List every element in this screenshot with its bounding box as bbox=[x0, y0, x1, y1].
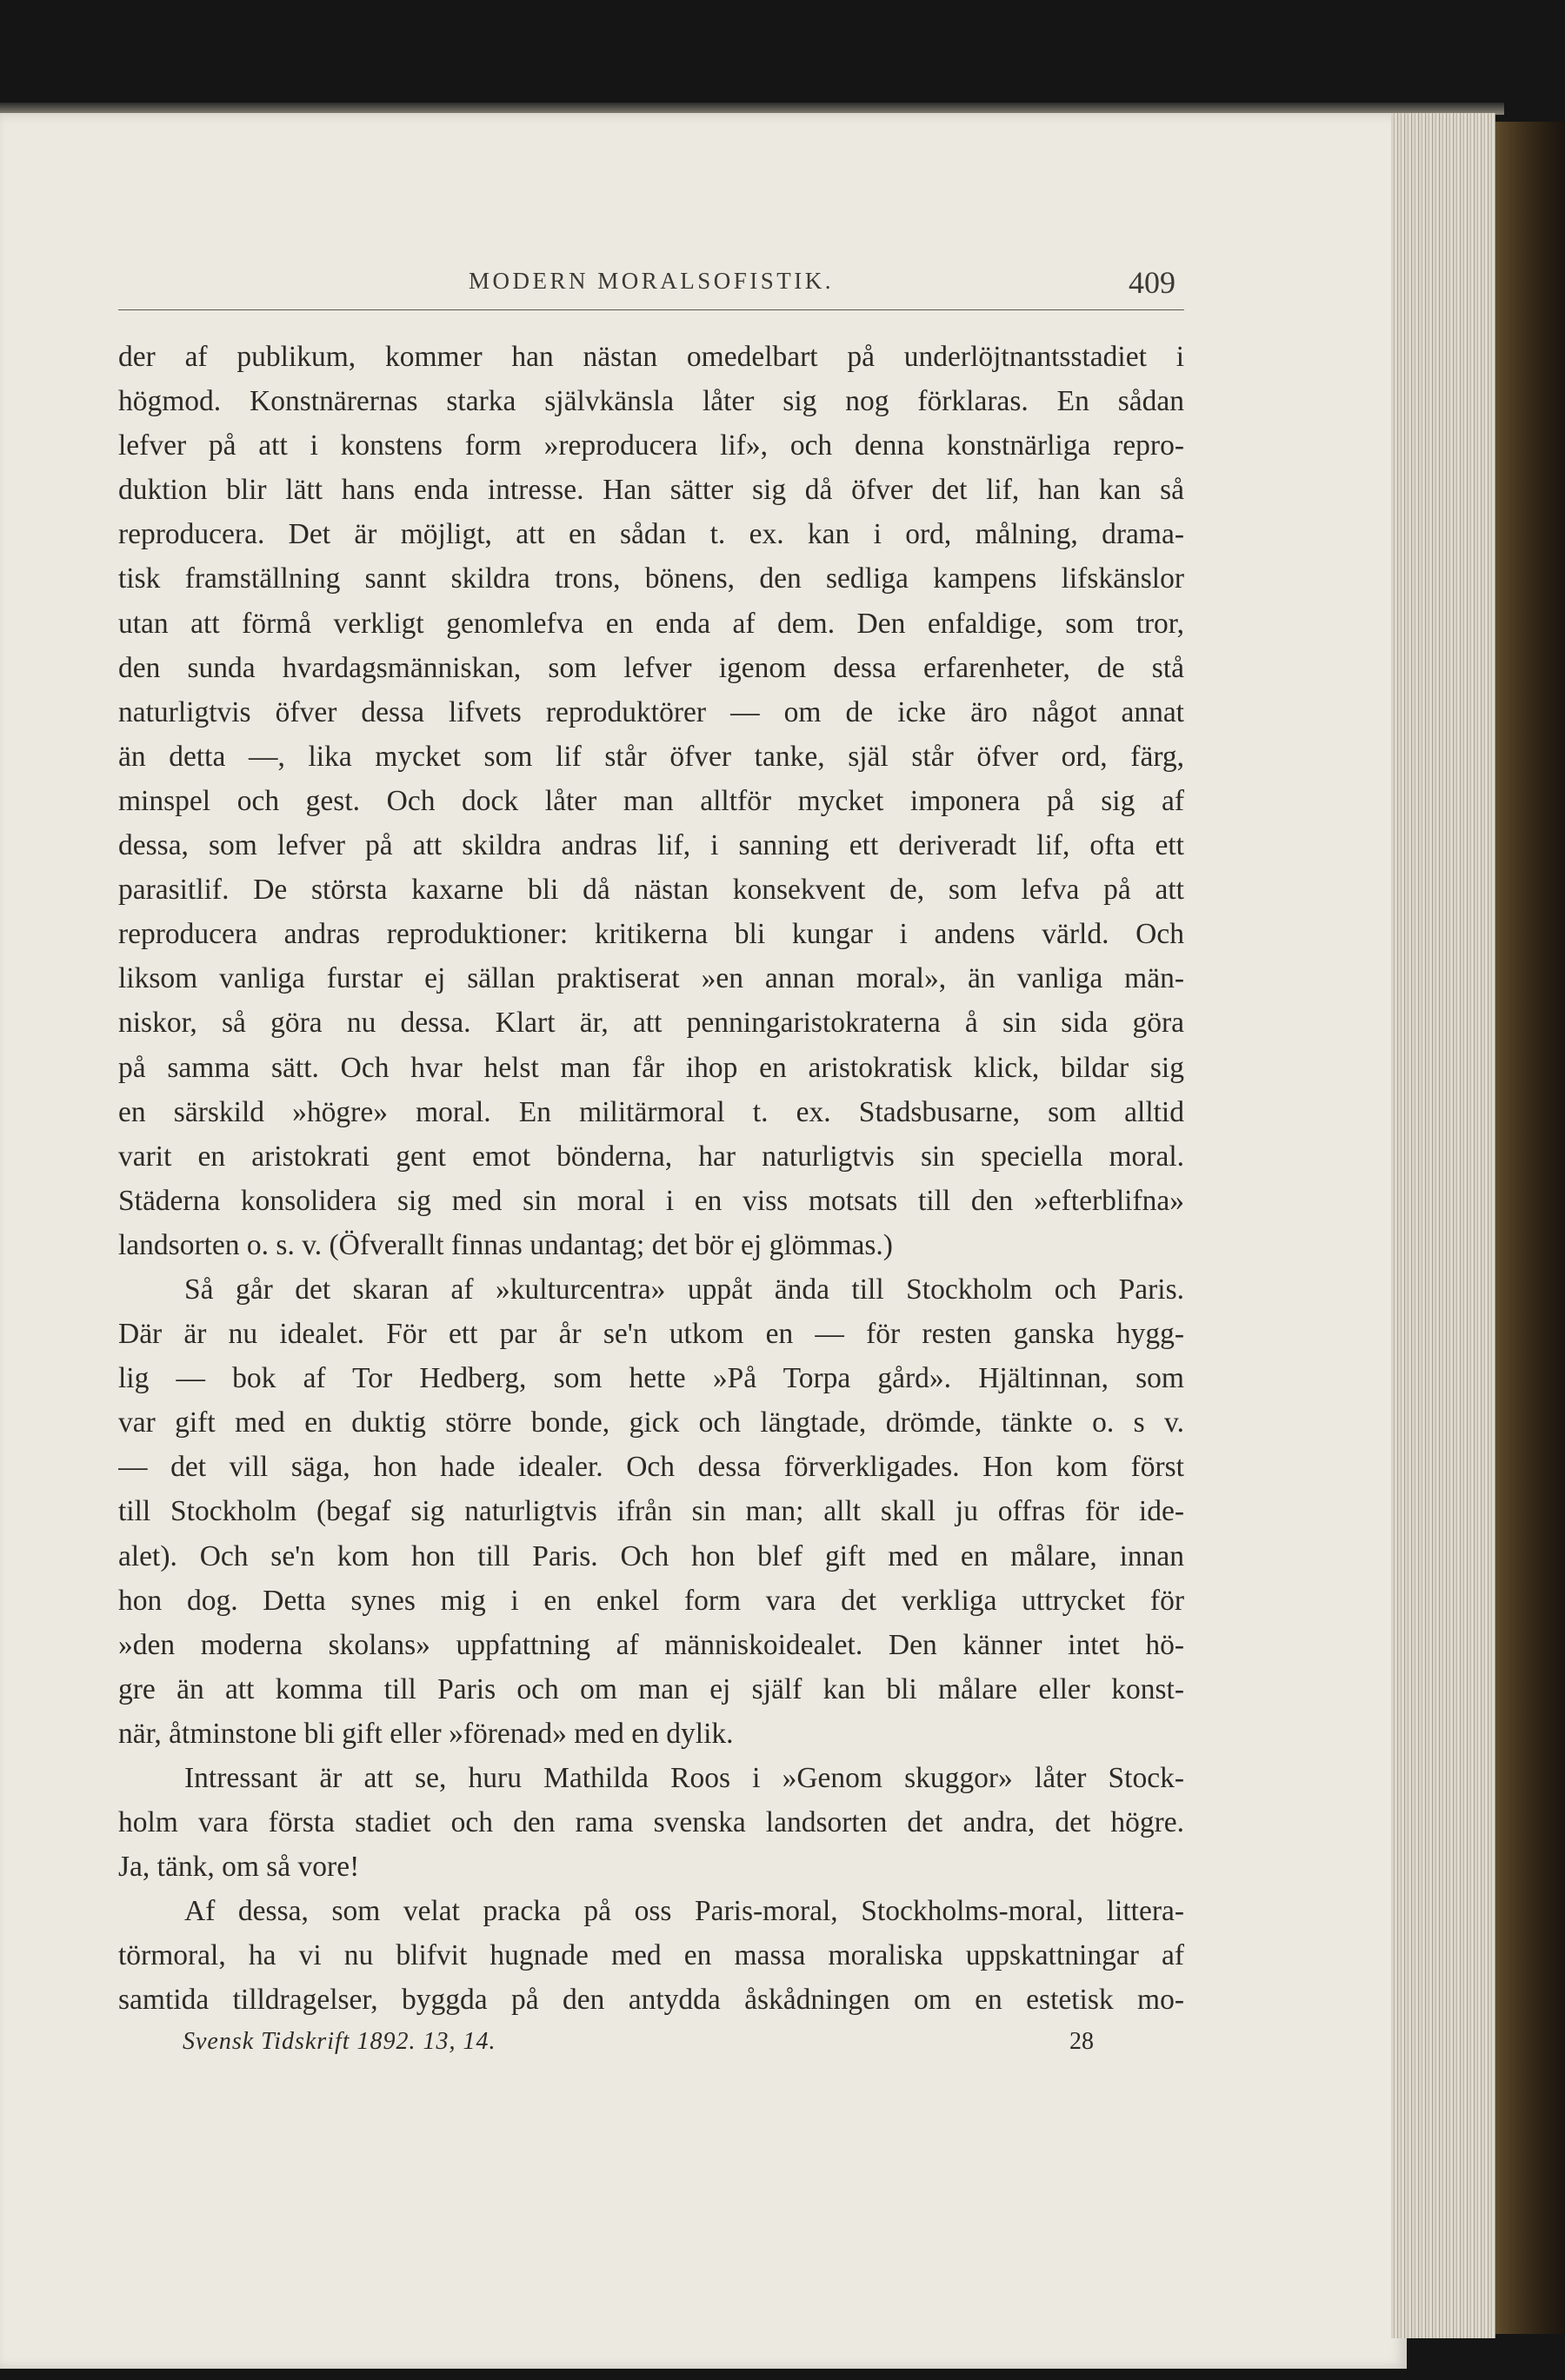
text-line: hon dog. Detta synes mig i en enkel form vara det verkliga uttrycket för bbox=[118, 1584, 1184, 1617]
text-line: utan att förmå verkligt genomlefva en enda af dem. Den enfaldige, som tror, bbox=[118, 607, 1184, 640]
text-line: niskor, så göra nu dessa. Klart är, att penningaristokraterna å sin sida göra bbox=[118, 1007, 1184, 1040]
text-line: högmod. Konstnärernas starka självkänsla låter sig nog förklaras. En sådan bbox=[118, 385, 1184, 418]
text-line: alet). Och se'n kom hon till Paris. Och hon blef gift med en målare, innan bbox=[118, 1539, 1184, 1572]
text-line: holm vara första stadiet och den rama svenska landsorten det andra, det högre. bbox=[118, 1806, 1184, 1839]
text-line: Ja, tänk, om så vore! bbox=[118, 1851, 360, 1884]
text-line: den sunda hvardagsmänniskan, som lefver igenom dessa erfarenheter, de stå bbox=[118, 651, 1184, 684]
body-text bbox=[118, 335, 1184, 2023]
text-line: »den moderna skolans» uppfattning af människoidealet. Den känner intet hö- bbox=[118, 1628, 1184, 1661]
text-line: minspel och gest. Och dock låter man alltför mycket imponera på sig af bbox=[118, 784, 1184, 817]
text-line: samtida tilldragelser, byggda på den antydda åskådningen om en estetisk mo- bbox=[118, 1984, 1184, 2017]
text-line: reproducera. Det är möjligt, att en sådan t. ex. kan i ord, målning, drama- bbox=[118, 518, 1184, 551]
text-line: gre än att komma till Paris och om man ej själf kan bli målare eller konst- bbox=[118, 1672, 1184, 1705]
page-edges bbox=[1391, 113, 1495, 2338]
text-line: dessa, som lefver på att skildra andras lif, i sanning ett deriveradt lif, ofta ett bbox=[118, 829, 1184, 862]
running-head-title: MODERN MORALSOFISTIK. bbox=[468, 268, 835, 294]
page-footer bbox=[118, 2028, 1184, 2066]
text-line: landsorten o. s. v. (Öfverallt finnas undantag; det bör ej glömmas.) bbox=[118, 1228, 893, 1261]
text-line: till Stockholm (begaf sig naturligtvis ifrån sin man; allt skall ju offras för ide- bbox=[118, 1495, 1184, 1528]
running-head bbox=[118, 261, 1184, 310]
text-line: var gift med en duktig större bonde, gick och längtade, drömde, tänkte o. s v. bbox=[118, 1406, 1184, 1439]
text-line: törmoral, ha vi nu blifvit hugnade med en massa moraliska uppskattningar af bbox=[118, 1939, 1184, 1972]
text-line: reproducera andras reproduktioner: kritikerna bli kungar i andens värld. Och bbox=[118, 918, 1184, 951]
text-line: lefver på att i konstens form »reproducera lif», och denna konstnärliga repro- bbox=[118, 429, 1184, 462]
text-line: Intressant är att se, huru Mathilda Roos i »Genom skuggor» låter Stock- bbox=[184, 1762, 1184, 1794]
text-line: på samma sätt. Och hvar helst man får ihop en aristokratisk klick, bildar sig bbox=[118, 1051, 1184, 1084]
text-block bbox=[118, 261, 1184, 2066]
text-line: Städerna konsolidera sig med sin moral i en viss motsats till den »efterblifna» bbox=[118, 1184, 1184, 1217]
text-line: liksom vanliga furstar ej sällan praktiserat »en annan moral», än vanliga män- bbox=[118, 962, 1184, 995]
text-line: lig — bok af Tor Hedberg, som hette »På Torpa gård». Hjältinnan, som bbox=[118, 1362, 1184, 1395]
text-line: när, åtminstone bli gift eller »förenad» med en dylik. bbox=[118, 1717, 734, 1750]
text-line: tisk framställning sannt skildra trons, bönens, den sedliga kampens lifskänslor bbox=[118, 562, 1184, 595]
text-line: än detta —, lika mycket som lif står öfver tanke, själ står öfver ord, färg, bbox=[118, 740, 1184, 773]
text-line: en särskild »högre» moral. En militärmoral t. ex. Stadsbusarne, som alltid bbox=[118, 1095, 1184, 1128]
book-binding bbox=[1495, 122, 1565, 2334]
text-line: varit en aristokrati gent emot bönderna, har naturligtvis sin speciella moral. bbox=[118, 1140, 1184, 1173]
text-line: duktion blir lätt hans enda intresse. Han sätter sig då öfver det lif, han kan så bbox=[118, 474, 1184, 507]
text-line: Så går det skaran af »kulturcentra» uppåt ända till Stockholm och Paris. bbox=[184, 1273, 1184, 1306]
text-line: naturligtvis öfver dessa lifvets reproduktörer — om de icke äro något annat bbox=[118, 695, 1184, 728]
text-line: parasitlif. De största kaxarne bli då nästan konsekvent de, som lefva på att bbox=[118, 874, 1184, 907]
text-line: Där är nu idealet. För ett par år se'n utkom en — för resten ganska hygg- bbox=[118, 1318, 1184, 1351]
text-line: der af publikum, kommer han nästan omedelbart på underlöjtnantsstadiet i bbox=[118, 341, 1184, 373]
sheet-number: 28 bbox=[1069, 2027, 1094, 2055]
text-line: Af dessa, som velat pracka på oss Paris-moral, Stockholms-moral, littera- bbox=[184, 1895, 1184, 1928]
signature-mark: Svensk Tidskrift 1892. 13, 14. bbox=[183, 2027, 496, 2055]
page-number: 409 bbox=[1129, 265, 1175, 300]
text-line: — det vill säga, hon hade idealer. Och dessa förverkligades. Hon kom först bbox=[118, 1451, 1184, 1484]
